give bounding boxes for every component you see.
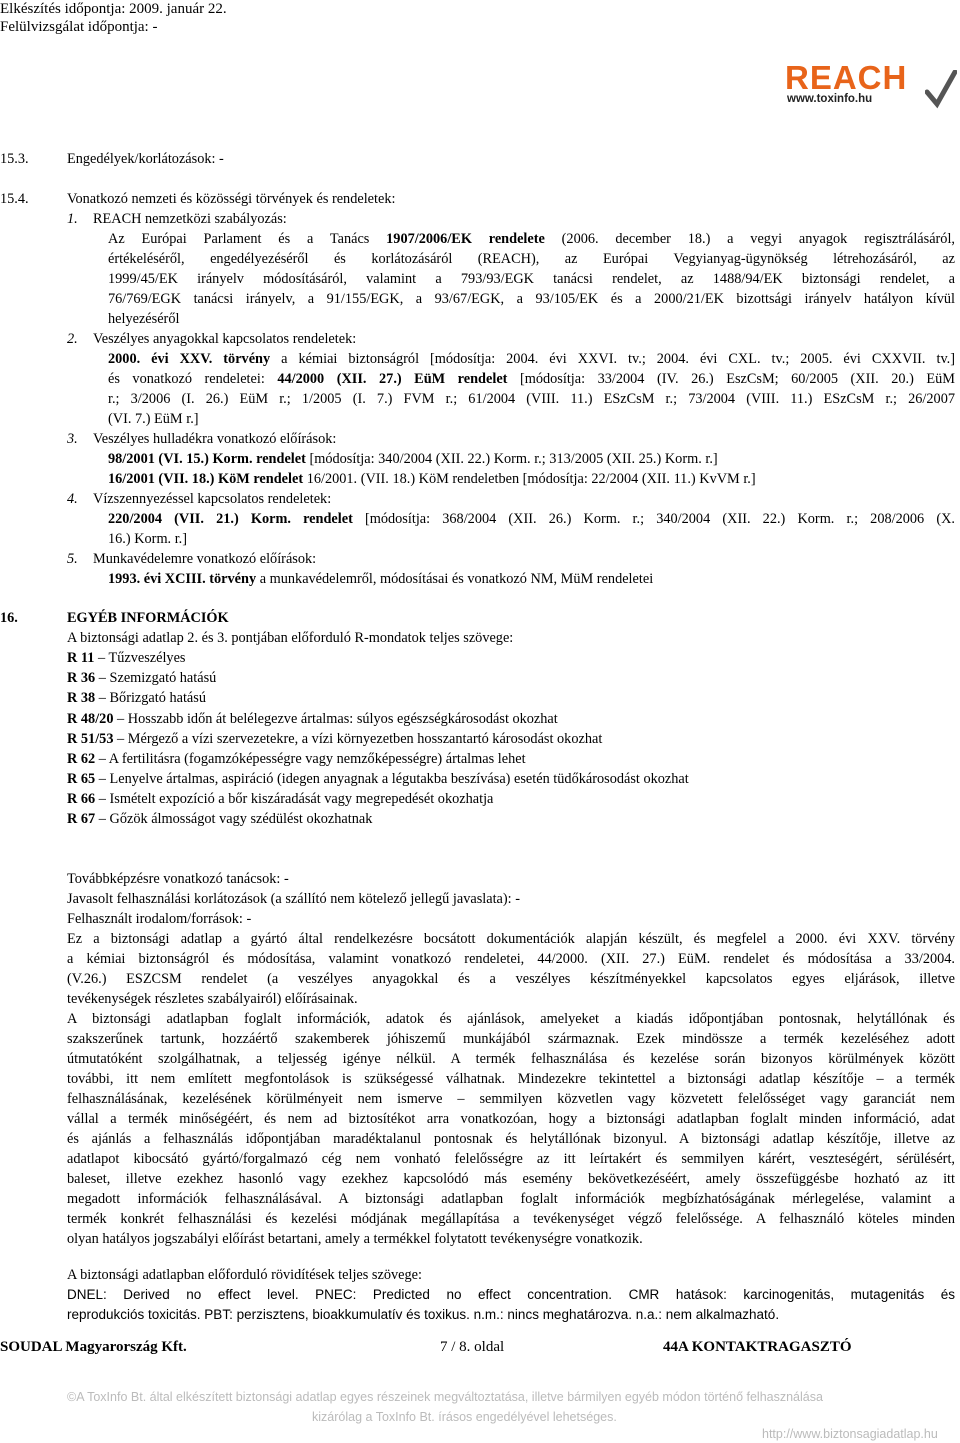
item-5-title: Munkavédelemre vonatkozó előírások: <box>93 551 317 567</box>
item-3-number: 3. <box>67 431 78 447</box>
footer-product: 44A KONTAKTRAGASZTÓ <box>663 1339 852 1355</box>
reach-line-4: 76/769/EGK tanácsi irányelv, a 91/155/EGK, a 93/67/EGK, a 93/105/EK és a 2000/21/EK bizottsági irányelv hatályon kívül <box>108 291 955 307</box>
waste-line-1: 98/2001 (VI. 15.) Korm. rendelet [módosítja: 340/2004 (XII. 22.) Korm. r.; 313/2005 (XII. 25.) Korm. r.] <box>108 451 718 467</box>
logo-word: REACH <box>785 59 908 96</box>
section-15-4: 15.4. <box>0 191 29 207</box>
section-16-title: EGYÉB INFORMÁCIÓK <box>67 610 229 626</box>
r-phrase: R 11 – Tűzveszélyes <box>67 650 186 666</box>
item-4-title: Vízszennyezéssel kapcsolatos rendeletek: <box>93 491 332 507</box>
document-header <box>0 0 227 36</box>
footer-page-number: 7 / 8. oldal <box>440 1339 505 1355</box>
creation-date: Elkészítés időpontja: 2009. január 22. <box>0 1 227 17</box>
item-2-title: Veszélyes anyagokkal kapcsolatos rendeletek: <box>93 331 357 347</box>
usage-restrictions: Javasolt felhasználási korlátozások (a szállító nem kötelező jellegű javaslata): - <box>67 891 520 907</box>
item-3-title: Veszélyes hulladékra vonatkozó előírások: <box>93 431 337 447</box>
labour-line-1: 1993. évi XCIII. törvény a munkavédelemről, módosításai és vonatkozó NM, MüM rendeletei <box>108 571 654 587</box>
revision-date: Felülvizsgálat időpontja: - <box>0 19 158 35</box>
r-phrase: R 48/20 – Hosszabb időn át belélegezve ártalmas: súlyos egészségkárosodást okozhat <box>67 711 558 727</box>
r-phrase: R 38 – Bőrizgató hatású <box>67 690 206 706</box>
item-1-title: REACH nemzetközi szabályozás: <box>93 211 287 227</box>
section-15-3-title: Engedélyek/korlátozások: - <box>67 151 224 167</box>
section-16-number: 16. <box>0 610 18 626</box>
reach-line-5: helyezéséről <box>108 311 180 327</box>
copyright-line-2: kizárólag a ToxInfo Bt. írásos engedélyével lehetséges. <box>312 1410 617 1424</box>
r-phrase: R 66 – Ismételt expozíció a bőr kiszáradását vagy megrepedését okozhatja <box>67 791 494 807</box>
r-phrase: R 67 – Gőzök álmosságot vagy szédülést okozhatnak <box>67 811 373 827</box>
item-2-number: 2. <box>67 331 78 347</box>
training-advice: Továbbképzésre vonatkozó tanácsok: - <box>67 871 289 887</box>
abbreviations-title: A biztonsági adatlapban előforduló rövidítések teljes szövege: <box>67 1267 422 1283</box>
section-15-4-title: Vonatkozó nemzeti és közösségi törvények és rendeletek: <box>67 191 396 207</box>
waste-line-2: 16/2001 (VII. 18.) KöM rendelet 16/2001. (VII. 18.) KöM rendeletben [módosítja: 22/2004 (XII. 11.) KvVM r.] <box>108 471 756 487</box>
law-2000-line-1: 2000. évi XXV. törvény a kémiai biztonságról [módosítja: 2004. évi XXVI. tv.; 2004. évi CXL. tv.; 2005. évi CXXVII. tv.] <box>108 351 956 367</box>
r-phrase: R 36 – Szemizgató hatású <box>67 670 217 686</box>
copyright-line-1: ©A ToxInfo Bt. által elkészített biztonsági adatlap egyes részeinek megváltoztatása, illetve bármilyen egyéb módon történő felhasználása <box>67 1390 823 1404</box>
footer-company: SOUDAL Magyarország Kft. <box>0 1339 187 1355</box>
r-phrase: R 51/53 – Mérgező a vízi szervezetekre, a vízi környezetben hosszantartó károsodást okozhat <box>67 731 603 747</box>
law-2000-line-4: (VI. 7.) EüM r.] <box>108 411 199 427</box>
sources: Felhasznált irodalom/források: - <box>67 911 252 927</box>
r-phrase: R 62 – A fertilitásra (fogamzóképességre vagy nemzőképességre) ártalmas lehet <box>67 751 526 767</box>
reach-line-3: 1999/45/EK irányelv módosításáról, valamint a 793/93/EGK tanácsi rendelet, az 1488/94/EK biztonsági rendelet, a <box>108 271 955 287</box>
r-phrase: R 65 – Lenyelve ártalmas, aspiráció (idegen anyagnak a légutakba beszívása) esetén tüdőkárosodást okozhat <box>67 771 689 787</box>
website-link[interactable]: http://www.biztonsagiadatlap.hu <box>762 1427 938 1441</box>
law-2000-line-2: és vonatkozó rendeletei: 44/2000 (XII. 27.) EüM rendelet [módosítja: 33/2004 (IV. 26.) EszCsM; 60/2005 (XII. 20.) EüM <box>108 371 955 387</box>
r-phrases-intro: A biztonsági adatlap 2. és 3. pontjában előforduló R-mondatok teljes szövege: <box>67 630 514 646</box>
section-15-3: 15.3. <box>0 151 29 167</box>
checkmark-icon <box>925 70 957 110</box>
reach-line-1: Az Európai Parlament és a Tanács 1907/2006/EK rendelete (2006. december 18.) a vegyi anyagok regisztrálásáról, <box>108 231 955 247</box>
law-2000-line-3: r.; 3/2006 (I. 26.) EüM r.; 1/2005 (I. 7.) FVM r.; 61/2004 (VIII. 11.) ESzCsM r.; 73/2004 (VIII. 11.) ESzCsM r.; 26/2007 <box>108 391 955 407</box>
item-4-number: 4. <box>67 491 78 507</box>
reach-line-2: értékeléséről, engedélyezéséről és korlátozásáról (REACH), az Európai Vegyianyag-ügynökség létrehozásáról, az <box>108 251 955 267</box>
logo-url: www.toxinfo.hu <box>787 93 873 105</box>
water-line-1: 220/2004 (VII. 21.) Korm. rendelet [módosítja: 368/2004 (XII. 26.) Korm. r.; 340/2004 (XII. 22.) Korm. r.; 208/2006 (X. <box>108 511 955 527</box>
reach-logo <box>785 59 960 105</box>
item-5-number: 5. <box>67 551 78 567</box>
item-1-number: 1. <box>67 211 78 227</box>
water-line-2: 16.) Korm. r.] <box>108 531 188 547</box>
